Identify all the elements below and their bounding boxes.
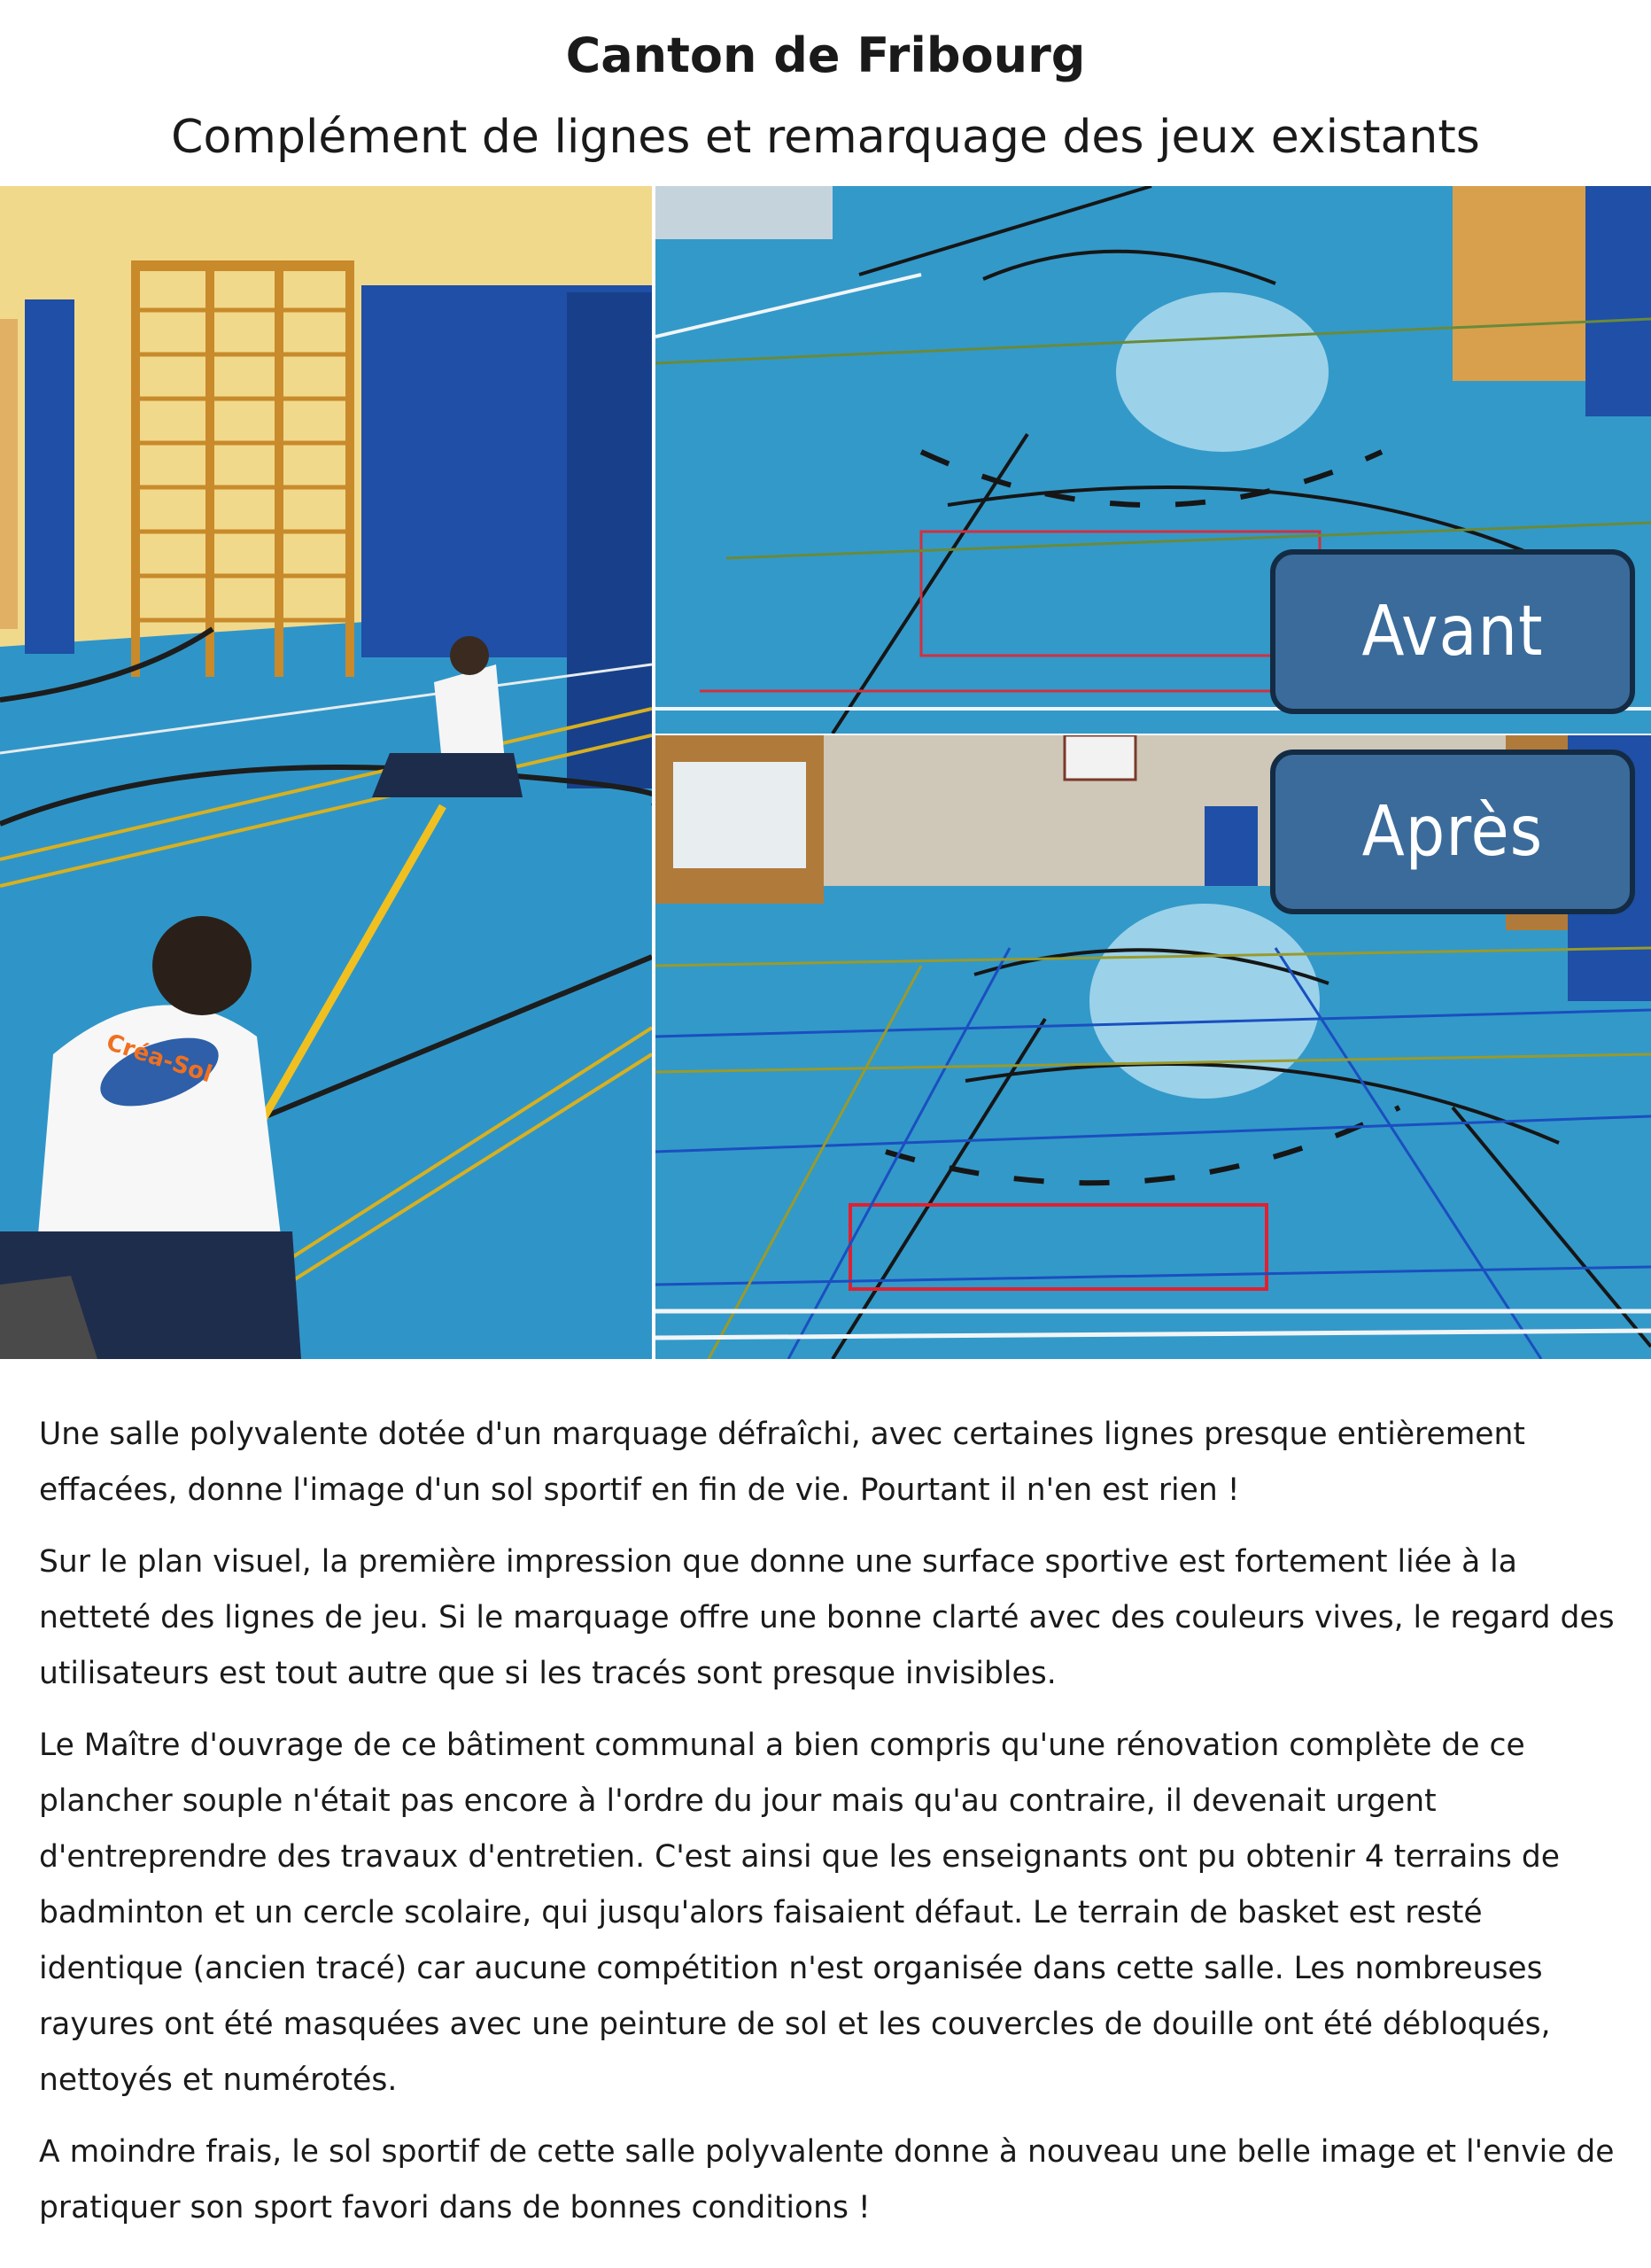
shirt-logo: Créa-Sol [103,1029,215,1089]
paragraph: Le Maître d'ouvrage de ce bâtiment communal a bien compris qu'une rénovation complète de ce plancher souple n'était pas encore à l'ordre du jour mais qu'au contraire, il devenait urgent d'entreprendre des travaux d'entretien. C'est ainsi que les enseignants ont pu obtenir 4 terrains de badminton et un cercle scolaire, qui jusqu'alors faisaient défaut. Le terrain de basket est resté identique (ancien tracé) car aucune compétition n'est organisée dans cette salle. Les nombreuses rayures ont été masquées avec une peinture de sol et les couvercles de douille ont été débloqués, nettoyés et numérotés. [39,1728,1560,2098]
paragraph: Sur le plan visuel, la première impression que donne une surface sportive est fortement liée à la netteté des lignes de jeu. Si le marquage offre une bonne clarté avec des couleurs vives, le regard des utilisateurs est tout autre que si les tracés sont presque invisibles. [39,1544,1615,1691]
paragraph: A moindre frais, le sol sportif de cette salle polyvalente donne à nouveau une belle image et l'envie de pratiquer son sport favori dans de bonnes conditions ! [39,2134,1615,2225]
paragraph: Une salle polyvalente dotée d'un marquage défraîchi, avec certaines lignes presque entièrement effacées, donne l'image d'un sol sportif en fin de vie. Pourtant il n'en est rien ! [39,1417,1525,1508]
badge-before: Avant [1270,549,1635,714]
page-title: Canton de Fribourg [565,27,1086,83]
badge-after: Après [1270,750,1635,914]
article-body [39,1407,1616,2252]
page-subtitle: Complément de lignes et remarquage des jeux existants [171,111,1480,164]
photo-workers-marking [0,186,652,1359]
